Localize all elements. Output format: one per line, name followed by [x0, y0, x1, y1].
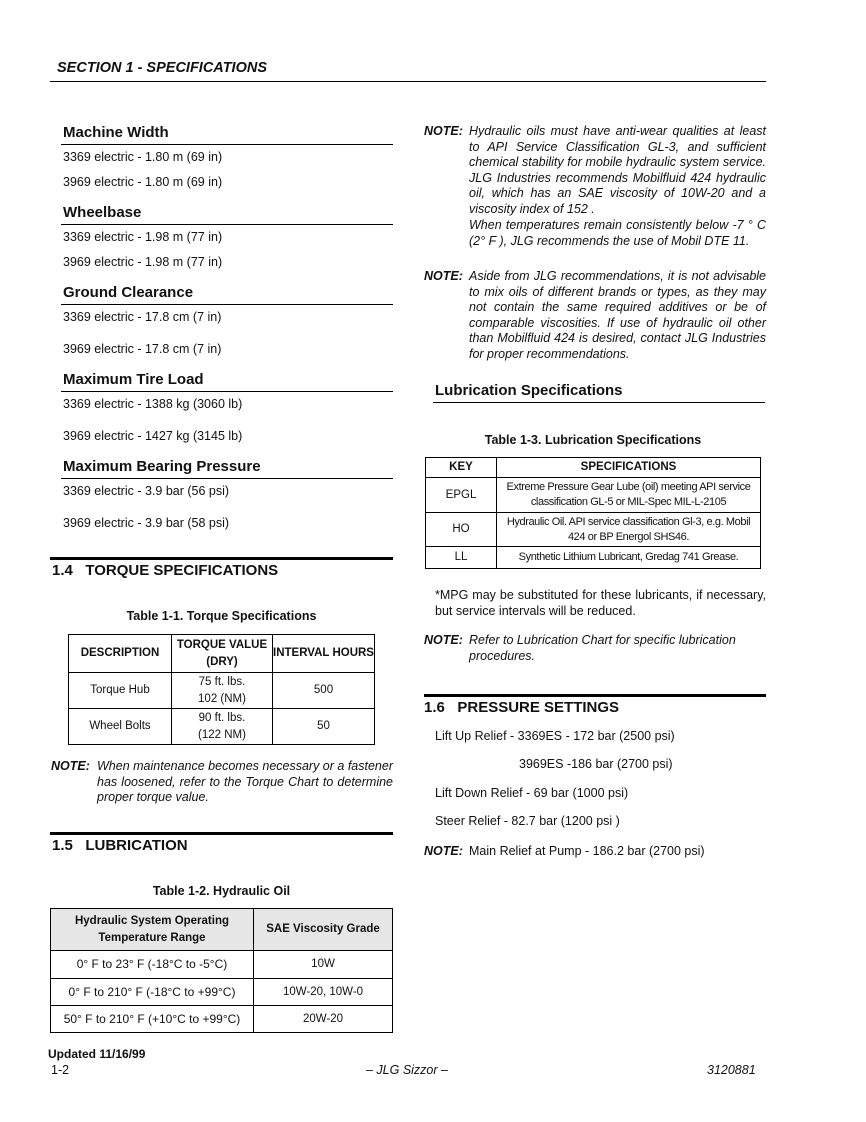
table-cell: 0° F to 210° F (-18°C to +99°C)	[51, 979, 254, 1006]
spec-line: 3369 electric - 1.98 m (77 in)	[63, 230, 223, 244]
torque-value-line: 75 ft. lbs.	[198, 676, 246, 689]
table-cell: Extreme Pressure Gear Lube (oil) meeting API service classification GL-5 or MIL-Spec MIL-L-2105	[497, 478, 761, 513]
table-header: KEY	[426, 458, 497, 478]
torque-value-line: (122 NM)	[198, 728, 246, 741]
spec-rule	[61, 144, 393, 145]
footer-doc-number: 3120881	[707, 1063, 756, 1077]
table-row	[69, 709, 375, 745]
note-torque	[51, 759, 393, 809]
footer-date: Updated 11/16/99	[48, 1047, 146, 1061]
table-cell: HO	[426, 513, 497, 547]
spec-line: 3369 electric - 17.8 cm (7 in)	[63, 310, 222, 324]
table-cell: LL	[426, 547, 497, 569]
table-cell: 10W	[254, 951, 393, 979]
pressure-line: Lift Up Relief - 3369ES - 172 bar (2500 psi)	[435, 729, 675, 743]
table-cell: Torque Hub	[69, 673, 172, 709]
spec-rule	[61, 391, 393, 392]
note-text: Aside from JLG recommendations, it is not advisable to mix oils of different brands or types, as they may not contain the same required additives or be of comparable viscosities. If use of hydraulic oil other than Mobilfluid 424 is desired, contact JLG Industries for proper recommendations.	[469, 269, 766, 361]
spec-heading-wheelbase: Wheelbase	[63, 204, 142, 221]
note-main-relief	[424, 844, 705, 858]
torque-table	[68, 634, 375, 745]
table-header: SPECIFICATIONS	[497, 458, 761, 478]
note-label: NOTE:	[424, 633, 463, 647]
spec-rule	[433, 402, 765, 403]
section-bar	[50, 557, 393, 560]
table-cell: 10W-20, 10W-0	[254, 979, 393, 1006]
table-cell: Wheel Bolts	[69, 709, 172, 745]
note-text: When temperatures remain consistently below -7 ° C (2° F ), JLG recommends the use of Mobil DTE 11.	[469, 218, 766, 248]
table-cell: 50	[273, 709, 375, 745]
spec-line: 3969 electric - 1.98 m (77 in)	[63, 255, 223, 269]
spec-heading-max-bearing-pressure: Maximum Bearing Pressure	[63, 458, 261, 475]
table-header: SAE Viscosity Grade	[254, 909, 393, 951]
header-rule	[50, 81, 766, 82]
section-title-lubrication: 1.5 LUBRICATION	[52, 837, 188, 854]
table-row	[51, 951, 393, 979]
table-cell: 20W-20	[254, 1006, 393, 1033]
spec-heading-ground-clearance: Ground Clearance	[63, 284, 194, 301]
mpg-note: *MPG may be substituted for these lubricants, if necessary, but service intervals will be reduced.	[435, 588, 766, 618]
table-row	[426, 478, 761, 513]
spec-line: 3369 electric - 3.9 bar (56 psi)	[63, 484, 230, 498]
note-text: When maintenance becomes necessary or a fastener has loosened, refer to the Torque Chart to determine proper torque value.	[97, 759, 393, 805]
spec-heading-max-tire-load: Maximum Tire Load	[63, 371, 204, 388]
table-cell: 500	[273, 673, 375, 709]
table-row	[426, 547, 761, 569]
section-header: SECTION 1 - SPECIFICATIONS	[57, 60, 268, 76]
table-header: INTERVAL HOURS	[273, 635, 375, 673]
spec-rule	[61, 304, 393, 305]
note-label: NOTE:	[424, 124, 463, 138]
table-cell: 0° F to 23° F (-18°C to -5°C)	[51, 951, 254, 979]
table-cell: Synthetic Lithium Lubricant, Gredag 741 Grease.	[497, 547, 761, 569]
hydraulic-oil-table	[50, 908, 393, 1033]
torque-value-line: 90 ft. lbs.	[198, 712, 246, 725]
table-header: DESCRIPTION	[69, 635, 172, 673]
table-cell: Hydraulic Oil. API service classification Gl-3, e.g. Mobil 424 or BP Energol SHS46.	[497, 513, 761, 547]
pressure-line: 3969ES -186 bar (2700 psi)	[519, 757, 673, 771]
spec-rule	[61, 478, 393, 479]
table-header: Hydraulic System Operating Temperature Range	[51, 909, 254, 951]
footer-brand: – JLG Sizzor –	[366, 1063, 448, 1077]
section-bar	[424, 694, 766, 697]
table-header: TORQUE VALUE (DRY)	[172, 635, 273, 673]
note-mixing-oils	[424, 269, 766, 365]
note-text: Main Relief at Pump - 186.2 bar (2700 psi)	[469, 844, 705, 858]
spec-line: 3369 electric - 1.80 m (69 in)	[63, 150, 223, 164]
note-text: Hydraulic oils must have anti-wear qualities at least to API Service Classification GL-3, and sufficient chemical stability for mobile hydraulic system service. JLG Industries recommends Mobilfluid 424 hydraulic oil, which has an SAE viscosity of 10W-20 and a viscosity index of 152 .	[469, 124, 766, 216]
pressure-line: Steer Relief - 82.7 bar (1200 psi )	[435, 814, 620, 828]
table-row	[51, 1006, 393, 1033]
torque-value-line: 102 (NM)	[198, 692, 246, 705]
note-label: NOTE:	[424, 269, 463, 283]
table-caption-torque: Table 1-1. Torque Specifications	[126, 609, 317, 623]
table-caption-lubrication: Table 1-3. Lubrication Specifications	[484, 433, 702, 447]
spec-heading-machine-width: Machine Width	[63, 124, 169, 141]
spec-line: 3969 electric - 1.80 m (69 in)	[63, 175, 223, 189]
table-cell: 50° F to 210° F (+10°C to +99°C)	[51, 1006, 254, 1033]
note-text: Refer to Lubrication Chart for specific lubrication procedures.	[469, 633, 736, 663]
table-row	[426, 513, 761, 547]
section-title-torque: 1.4 TORQUE SPECIFICATIONS	[52, 562, 279, 579]
table-cell	[172, 673, 273, 709]
table-row	[69, 673, 375, 709]
spec-line: 3369 electric - 1388 kg (3060 lb)	[63, 397, 243, 411]
spec-line: 3969 electric - 17.8 cm (7 in)	[63, 342, 222, 356]
pressure-line: Lift Down Relief - 69 bar (1000 psi)	[435, 786, 629, 800]
table-caption-hydraulic: Table 1-2. Hydraulic Oil	[152, 884, 291, 898]
table-row	[51, 979, 393, 1006]
footer-page-number: 1-2	[51, 1063, 70, 1077]
note-label: NOTE:	[51, 759, 90, 773]
note-label: NOTE:	[424, 844, 463, 858]
table-cell: EPGL	[426, 478, 497, 513]
lubrication-specs-table	[425, 457, 761, 569]
section-bar	[50, 832, 393, 835]
table-cell	[172, 709, 273, 745]
heading-lubrication-specs: Lubrication Specifications	[435, 382, 623, 399]
note-hydraulic-oils	[424, 124, 766, 252]
spec-line: 3969 electric - 3.9 bar (58 psi)	[63, 516, 230, 530]
spec-rule	[61, 224, 393, 225]
spec-line: 3969 electric - 1427 kg (3145 lb)	[63, 429, 243, 443]
section-title-pressure: 1.6 PRESSURE SETTINGS	[424, 699, 620, 716]
note-lubrication-chart	[424, 633, 766, 667]
